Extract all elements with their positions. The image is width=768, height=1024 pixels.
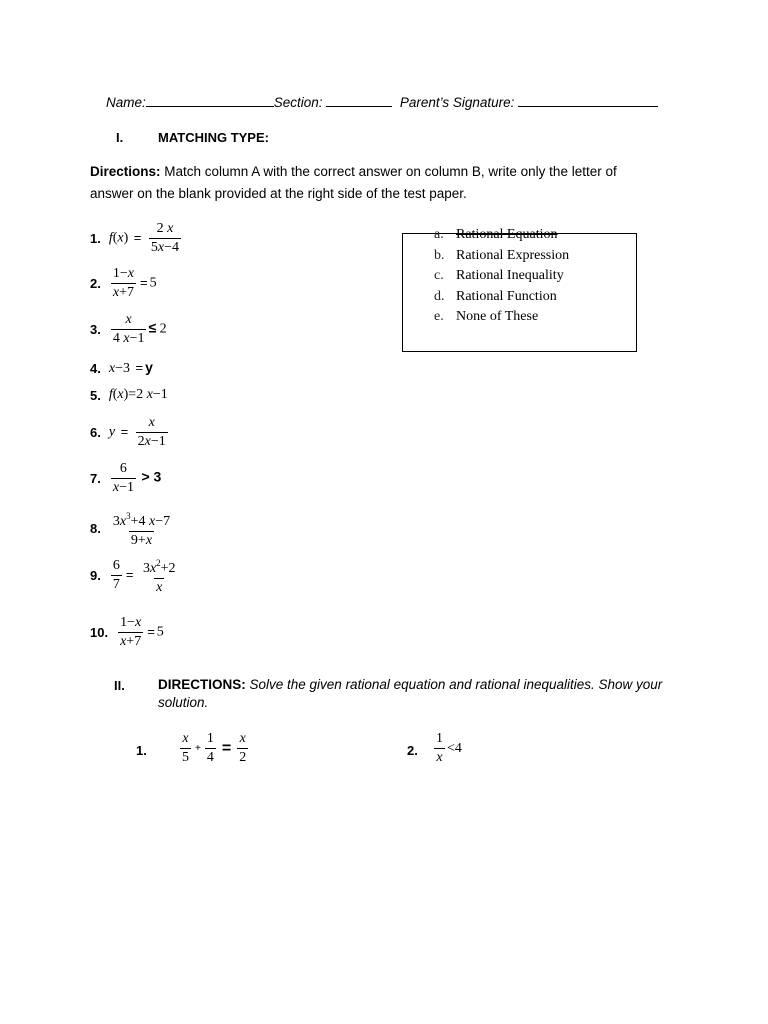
signature-label: Parent’s Signature: <box>399 95 515 110</box>
directions-text: Match column A with the correct answer on column B, write only the letter of answer on the blank provided at the right side of the test paper. <box>90 164 617 201</box>
problem-2-expression: $\frac{1}{x}$ <4 <box>436 731 462 765</box>
section-blank[interactable] <box>326 94 392 107</box>
choice-b: b. Rational Expression <box>434 247 570 263</box>
choices-list <box>434 225 569 328</box>
part2-directions-label: DIRECTIONS: <box>158 677 246 692</box>
item-1 <box>90 221 183 256</box>
item-8 <box>90 508 174 549</box>
item-number: 3. <box>90 322 101 337</box>
item-number: 9. <box>90 568 101 583</box>
item-2-expression: $\frac{1-x}{x+7}$ = 5 <box>112 266 157 300</box>
item-5 <box>90 387 168 403</box>
item-7 <box>90 461 161 496</box>
part2-directions-text: Solve the given rational equation and rational inequalities. Show your solution. <box>158 677 663 710</box>
choice-a: a. Rational Equation <box>434 227 558 242</box>
item-number: 7. <box>90 471 101 486</box>
student-info-line <box>106 94 658 110</box>
item-2 <box>90 266 157 301</box>
item-number: 1. <box>90 231 101 246</box>
item-9-expression: $\frac{6}{7}$ = $\frac{3x^2+2}{x}$ <box>112 558 176 595</box>
item-number: 10. <box>90 625 109 640</box>
directions-label: Directions: <box>90 164 161 179</box>
item-number: 4. <box>90 360 101 376</box>
item-3 <box>90 312 167 347</box>
choice-c: c. Rational Inequality <box>434 268 564 283</box>
item-3-expression: $\frac{x}{4 x-1}$ ≤ 2 <box>112 312 167 346</box>
item-6-expression: y = $\frac{x}{2x-1}$ <box>108 415 166 449</box>
item-4 <box>90 359 153 377</box>
item-number: 6. <box>90 425 101 440</box>
item-8-expression: $\frac{3x^3+4 x-7}{9+x}$ <box>112 511 171 548</box>
item-number: 8. <box>90 521 101 536</box>
signature-blank[interactable] <box>518 94 658 107</box>
part2-directions <box>158 676 678 712</box>
part1-title: MATCHING TYPE: <box>158 130 269 145</box>
item-9 <box>90 555 180 596</box>
problem-2-number: 2. <box>407 743 418 758</box>
problem-1-expression: $\frac{x}{5}$ + $\frac{1}{4}$ = $\frac{x}{2}$ <box>182 731 247 765</box>
choice-d: d. Rational Function <box>434 288 557 304</box>
section-label: Section: <box>273 95 323 110</box>
part1-directions <box>90 161 650 205</box>
item-10-expression: $\frac{1-x}{x+7}$ = 5 <box>120 615 164 649</box>
item-6 <box>90 415 170 450</box>
name-label: Name: <box>106 95 146 110</box>
item-4-expression: x−3 = y <box>108 359 153 376</box>
item-7-expression: $\frac{6}{x-1}$ > 3 <box>112 461 162 495</box>
choice-e: e. None of These <box>434 309 539 324</box>
item-10 <box>90 615 164 650</box>
part2-numeral: II. <box>114 678 125 693</box>
name-blank[interactable] <box>146 94 274 107</box>
item-number: 5. <box>90 387 101 403</box>
part1-numeral: I. <box>116 130 124 145</box>
problem-1-number: 1. <box>136 743 147 758</box>
item-1-expression: f(x) = $\frac{2 x}{5x-4}$ <box>108 221 180 255</box>
item-5-expression: f(x)=2 x−1 <box>108 387 168 402</box>
item-number: 2. <box>90 276 101 291</box>
